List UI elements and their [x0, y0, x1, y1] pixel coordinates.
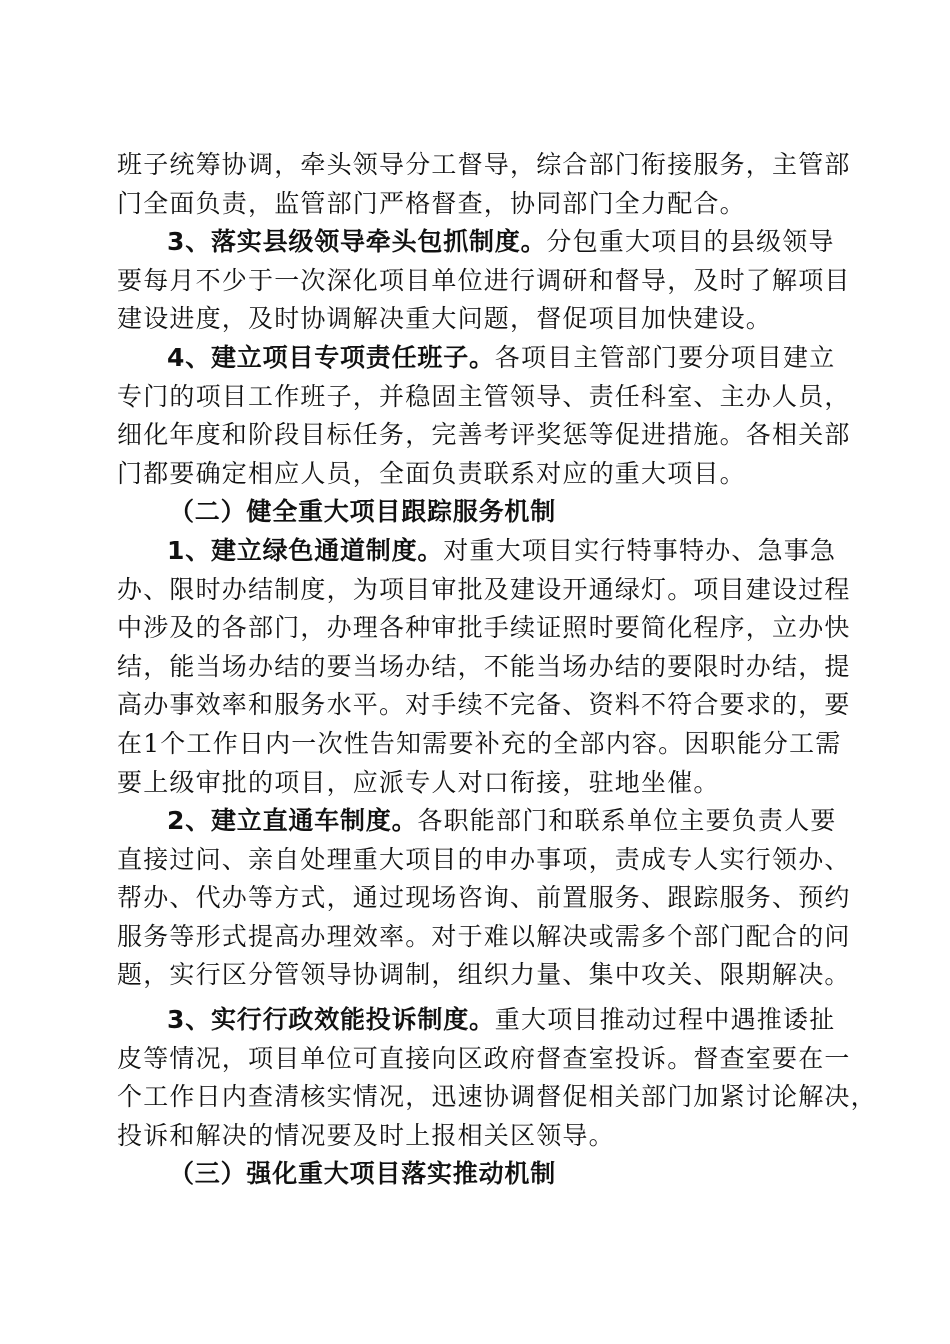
- text-line: 个工作日内查清核实情况，迅速协调督促相关部门加紧讨论解决，: [117, 1082, 877, 1112]
- text-line: 门都要确定相应人员，全面负责联系对应的重大项目。: [117, 458, 746, 488]
- text-line: 细化年度和阶段目标任务，完善考评奖惩等促进措施。各相关部: [117, 420, 851, 450]
- text-run: 各职能部门和联系单位主要负责人要: [417, 806, 837, 836]
- paragraph-lead: 3、实行行政效能投诉制度。: [167, 1005, 495, 1035]
- text-line: 投诉和解决的情况要及时上报相关区领导。: [117, 1120, 615, 1150]
- text-line: [117, 802, 837, 841]
- text-run: 分包重大项目的县级领导: [546, 227, 835, 257]
- paragraph: [117, 1001, 877, 1155]
- text-line: 皮等情况，项目单位可直接向区政府督查室投诉。督查室要在一: [117, 1043, 851, 1073]
- text-run: 各项目主管部门要分项目建立: [494, 342, 836, 372]
- text-line: 服务等形式提高办理效率。对于难以解决或需多个部门配合的问: [117, 921, 851, 951]
- text-line: 在1个工作日内一次性告知需要补充的全部内容。因职能分工需: [117, 728, 842, 758]
- text-line: 中涉及的各部门，办理各种审批手续证照时要简化程序，立办快: [117, 613, 851, 643]
- text-line: 办、限时办结制度，为项目审批及建设开通绿灯。项目建设过程: [117, 574, 851, 604]
- paragraph: [117, 802, 851, 995]
- text-line: [117, 532, 837, 571]
- text-line: [117, 1001, 837, 1040]
- paragraph-lead: 2、建立直通车制度。: [167, 806, 418, 836]
- paragraph-lead: 1、建立绿色通道制度。: [167, 535, 444, 565]
- text-line: 建设进度，及时协调解决重大问题，督促项目加快建设。: [117, 304, 773, 334]
- text-line: 结，能当场办结的要当场办结，不能当场办结的要限时办结，提: [117, 651, 851, 681]
- text-line: 帮办、代办等方式，通过现场咨询、前置服务、跟踪服务、预约: [117, 883, 851, 913]
- paragraph: [117, 146, 851, 223]
- text-line: 班子统筹协调，牵头领导分工督导，综合部门衔接服务，主管部: [117, 150, 851, 179]
- paragraph-lead: 4、建立项目专项责任班子。: [167, 342, 495, 372]
- document-body: [117, 146, 877, 1194]
- heading-text: （三）强化重大项目落实推动机制: [169, 1159, 557, 1189]
- paragraph: [117, 223, 851, 339]
- text-line: 要上级审批的项目，应派专人对口衔接，驻地坐催。: [117, 767, 720, 797]
- paragraph: [117, 339, 851, 493]
- text-line: 高办事效率和服务水平。对手续不完备、资料不符合要求的，要: [117, 690, 851, 720]
- paragraph: [117, 532, 851, 802]
- section-heading: [117, 1155, 837, 1194]
- paragraph-lead: 3、落实县级领导牵头包抓制度。: [167, 227, 547, 257]
- text-line: 要每月不少于一次深化项目单位进行调研和督导，及时了解项目: [117, 265, 851, 295]
- text-line: 题，实行区分管领导协调制，组织力量、集中攻关、限期解决。: [117, 960, 851, 990]
- text-line: 直接过问、亲自处理重大项目的申办事项，责成专人实行领办、: [117, 844, 851, 874]
- heading-text: （二）健全重大项目跟踪服务机制: [169, 497, 557, 527]
- text-line: [117, 223, 837, 262]
- text-run: 对重大项目实行特事特办、急事急: [443, 535, 837, 565]
- text-line: [117, 339, 837, 378]
- text-run: 重大项目推动过程中遇推诿扯: [494, 1005, 836, 1035]
- text-line: 专门的项目工作班子，并稳固主管领导、责任科室、主办人员，: [117, 381, 851, 411]
- section-heading: [117, 493, 837, 532]
- text-line: 门全面负责，监管部门严格督查，协同部门全力配合。: [117, 188, 746, 218]
